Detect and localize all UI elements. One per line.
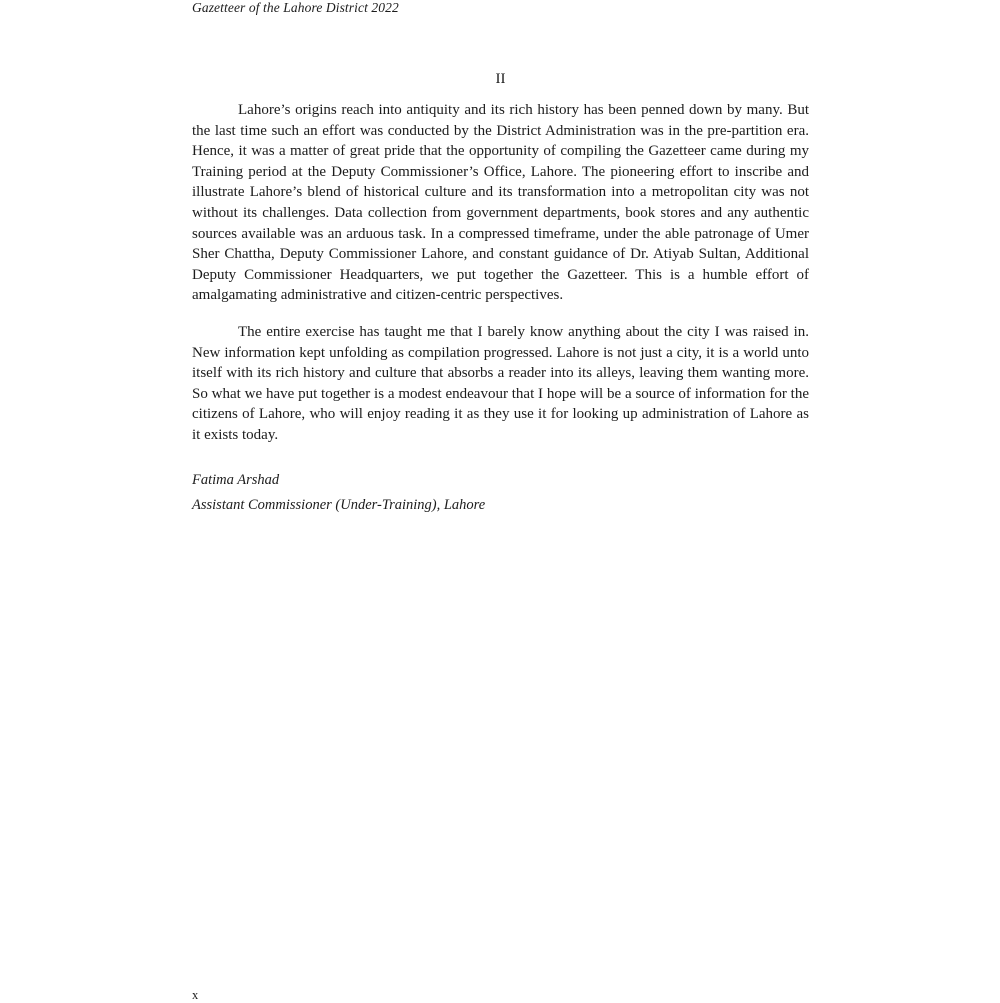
section-number: II bbox=[495, 71, 506, 87]
signature-block bbox=[192, 468, 809, 518]
body-text-column bbox=[192, 100, 809, 518]
running-head: Gazetteer of the Lahore District 2022 bbox=[192, 0, 399, 15]
paragraph: The entire exercise has taught me that I barely know anything about the city I was raised in. New information kept unfolding as compilation progressed. Lahore is not just a city, it is a world unto itself with its rich history and culture that absorbs a reader into its alleys, leaving them wanting more. So what we have put together is a modest endeavour that I hope will be a source of information for the citizens of Lahore, who will enjoy reading it as they use it for looking up administration of Lahore as it exists today. bbox=[192, 323, 809, 443]
paragraph: Lahore’s origins reach into antiquity and its rich history has been penned down by many. But the last time such an effort was conducted by the District Administration was in the pre-partition era. Hence, it was a matter of great pride that the opportunity of compiling the Gazetteer came during my Training period at the Deputy Commissioner’s Office, Lahore. The pioneering effort to inscribe and illustrate Lahore’s blend of historical culture and its transformation into a metropolitan city was not without its challenges. Data collection from government departments, book stores and any authentic sources available was an arduous task. In a compressed timeframe, under the able patronage of Umer Sher Chattha, Deputy Commissioner Lahore, and constant guidance of Dr. Atiyab Sultan, Additional Deputy Commissioner Headquarters, we put together the Gazetteer. This is a humble effort of amalgamating administrative and citizen-centric perspectives. bbox=[192, 102, 809, 304]
signature-name: Fatima Arshad bbox=[192, 471, 280, 488]
page-folio: x bbox=[192, 988, 199, 1002]
signature-designation: Assistant Commissioner (Under-Training), Lahore bbox=[192, 496, 486, 513]
